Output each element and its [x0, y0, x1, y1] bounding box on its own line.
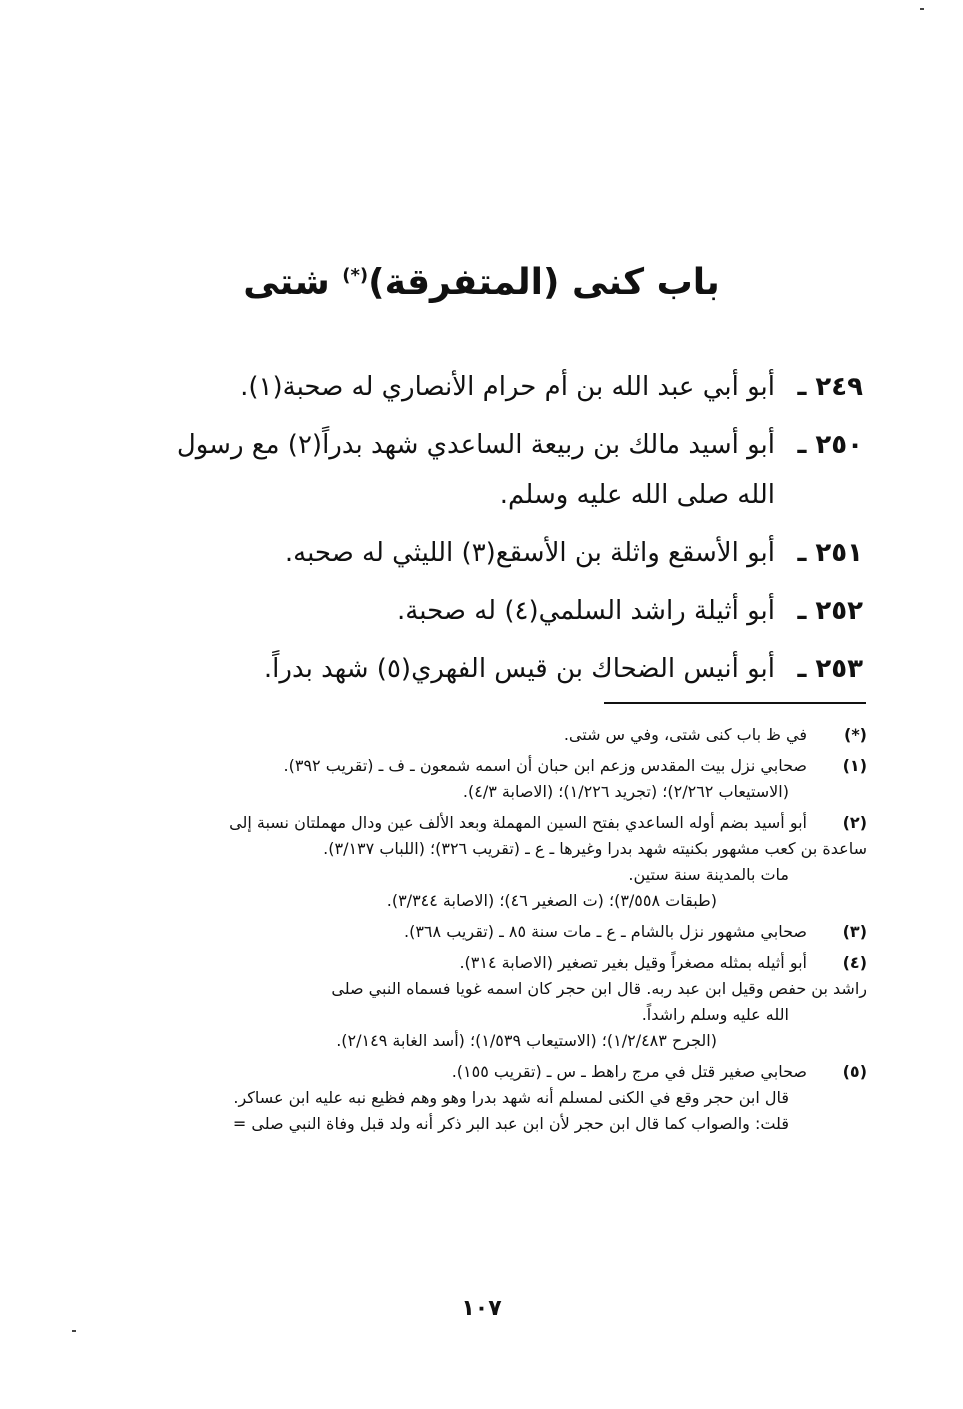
entry-text: أبو أسيد مالك بن ربيعة الساعدي شهد بدراً(٢) مع رسول الله صلى الله عليه وسلم. [176, 430, 775, 510]
entry-number: ٢٥٢ ـ [797, 596, 863, 626]
chapter-title-footnote-marker: (*) [342, 265, 369, 286]
entry-text: أبو أبي عبد الله بن أم حرام الأنصاري له صحبة(١). [240, 372, 775, 402]
footnote-reference: (الجرح ١/٢/٤٨٣)؛ (الاستيعاب ١/٥٣٩)؛ (أسد الغابة ٢/١٤٩). [336, 1031, 717, 1050]
entry-number: ٢٥٣ ـ [797, 654, 863, 684]
entry [163, 420, 863, 520]
footnote-line: في ظ باب كنى شتى، وفي س شتى. [563, 725, 807, 744]
scan-speck [920, 8, 924, 10]
entry-number: ٢٥١ ـ [797, 538, 863, 568]
entry-number: ٢٤٩ ـ [797, 372, 863, 402]
entry [163, 586, 863, 636]
footnote-marker: (٥) [842, 1062, 867, 1081]
footnote-line: صحابي مشهور نزل بالشام ـ ع ـ مات سنة ٨٥ ـ (تقريب ٣٦٨). [404, 922, 807, 941]
entry-text: أبو الأسقع واثلة بن الأسقع(٣) الليثي له صحبه. [284, 538, 775, 568]
footnote-reference: (الاستيعاب ٢/٢٦٢)؛ (تجريد ١/٢٢٦)؛ (الاصابة ٤/٣). [462, 782, 789, 801]
footnote-marker: (١) [842, 756, 867, 775]
footnote-line: صحابي صغير قتل في مرج راهط ـ س ـ (تقريب ١٥٥). [451, 1062, 807, 1081]
entry [163, 644, 863, 694]
entry [163, 528, 863, 578]
footnote-line: راشد بن حفص وقيل ابن عبد ربه. قال ابن حجر كان اسمه غويا فسماه النبي صلى [331, 979, 867, 998]
entries-list [163, 362, 863, 702]
footnote-line: أبو أسيد بضم أوله الساعدي بفتح السين المهملة وبعد الألف عين ودال مهملتان نسبة إلى [229, 813, 807, 832]
entry-text: أبو أثيلة راشد السلمي(٤) له صحبة. [397, 596, 775, 626]
footnote-marker: (*) [844, 725, 867, 744]
footnote [162, 753, 867, 805]
footnote-marker: (٣) [842, 922, 867, 941]
footnote-marker: (٢) [842, 813, 867, 832]
chapter-title-end: شتى [243, 262, 330, 303]
footnote-separator [604, 702, 866, 704]
footnote-marker: (٤) [842, 953, 867, 972]
footnote [162, 1059, 867, 1137]
footnote [162, 810, 867, 914]
chapter-title [0, 262, 963, 303]
footnote-line: ساعدة بن كعب مشهور بكنيته شهد بدرا وغيرها ـ ع ـ (تقريب ٣٢٦)؛ (اللباب ٣/١٣٧). [323, 839, 867, 858]
footnote-line: قال ابن حجر وقع في الكنى لمسلم أنه شهد بدرا وهو وهم فظيع نبه عليه ابن عساكر. [233, 1088, 789, 1107]
footnote-line: مات بالمدينة سنة ستين. [628, 865, 789, 884]
footnote [162, 950, 867, 1054]
footnotes [162, 722, 867, 1142]
footnote-line: أبو أثيله بمثله مصغراً وقيل بغير تصغير (الاصابة ٣١٤). [459, 953, 807, 972]
footnote-line: صحابي نزل بيت المقدس وزعم ابن حبان أن اسمه شمعون ـ ف ـ (تقريب ٣٩٢). [283, 756, 807, 775]
entry [163, 362, 863, 412]
entry-text: أبو أنيس الضحاك بن قيس الفهري(٥) شهد بدراً. [263, 654, 775, 684]
footnote-reference: (طبقات ٣/٥٥٨)؛ (ت الصغير ٤٦)؛ (الاصابة ٣/٣٤٤). [386, 891, 717, 910]
entry-number: ٢٥٠ ـ [797, 430, 863, 460]
footnote-line: الله عليه وسلم راشداً. [641, 1005, 789, 1024]
footnote [162, 919, 867, 945]
footnote-line: قلت: والصواب كما قال ابن حجر لأن ابن عبد البر ذكر أنه ولد قبل وفاة النبي صلى = [232, 1114, 789, 1133]
chapter-title-text: باب كنى (المتفرقة) [368, 262, 720, 303]
scan-speck [72, 1330, 76, 1332]
footnote [162, 722, 867, 748]
page-number: ١٠٧ [461, 1296, 502, 1321]
